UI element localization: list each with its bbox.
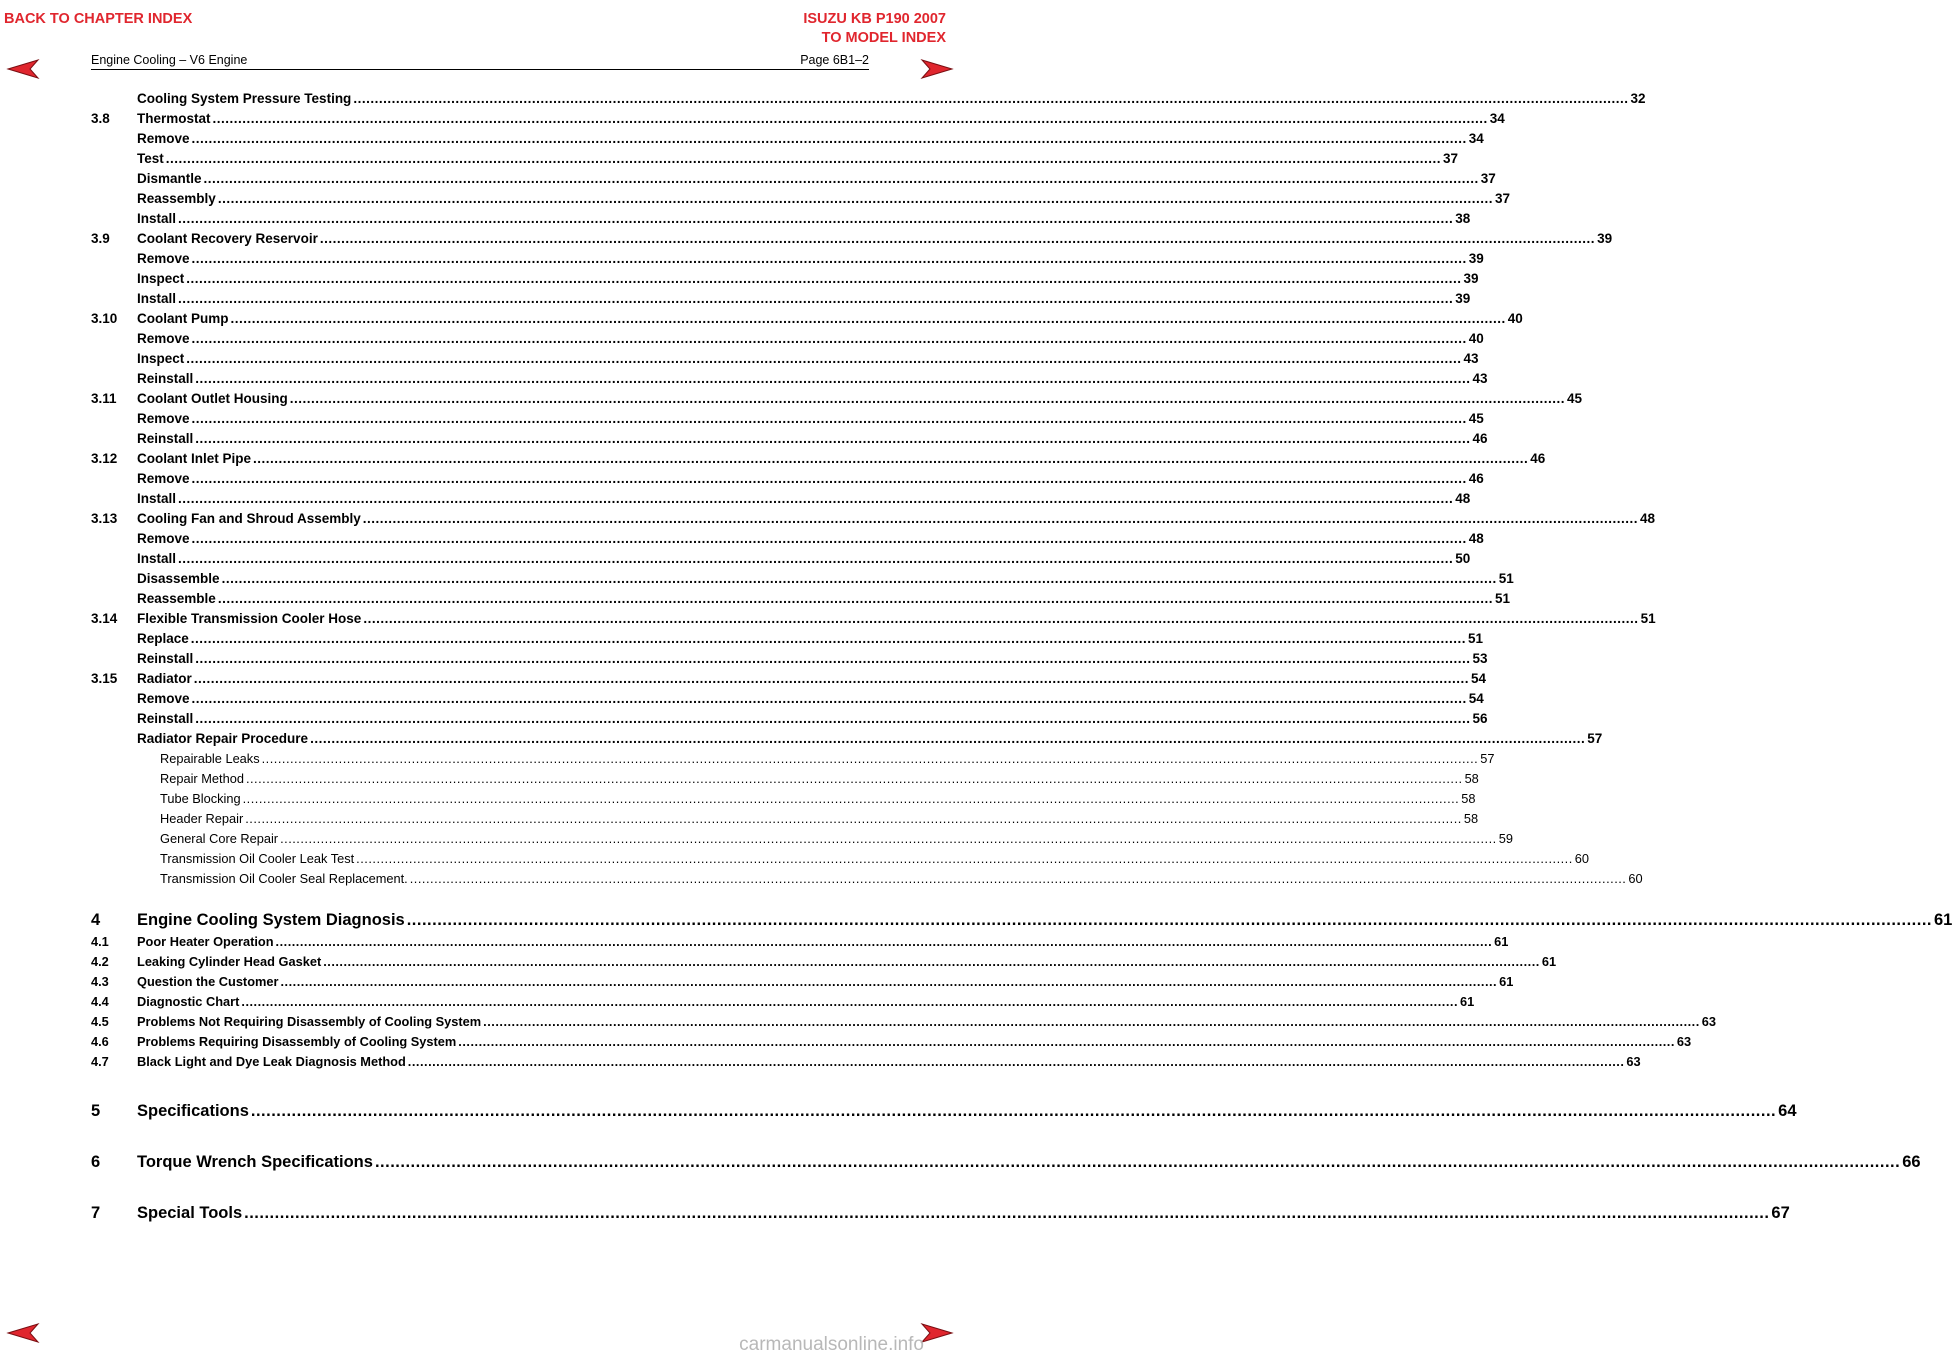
toc-chapter-entry[interactable] [91,908,1952,932]
toc-entry-page: 34 [1489,111,1505,126]
toc-entry-page: 39 [1468,251,1484,266]
toc-entry[interactable] [91,269,1479,289]
toc-entry[interactable] [91,329,1484,349]
toc-entry-title: Remove [137,411,190,426]
toc-entry-page: 60 [1574,851,1590,866]
toc-dot-leader: ............................................................................................................................................................................................................................................................................................................ [217,591,1494,606]
toc-entry[interactable] [91,829,1513,849]
toc-entry-title: Disassemble [137,571,220,586]
toc-dot-leader: ............................................................................................................................................................................................................................................................................................................ [191,691,1467,706]
toc-entry-title: Engine Cooling System Diagnosis [137,911,405,929]
toc-entry-title: Remove [137,691,190,706]
toc-entry-title: Reinstall [137,371,194,386]
toc-entry[interactable] [91,169,1496,189]
toc-entry-title: Leaking Cylinder Head Gasket [137,954,322,969]
toc-entry-title: Replace [137,631,189,646]
toc-entry[interactable] [91,309,1523,329]
toc-dot-leader: ............................................................................................................................................................................................................................................................................................................ [244,1204,1770,1222]
toc-dot-leader: ............................................................................................................................................................................................................................................................................................................ [191,251,1467,266]
toc-entry[interactable] [91,189,1511,209]
toc-entry-title: Black Light and Dye Leak Diagnosis Method [137,1054,406,1069]
toc-entry-page: 39 [1463,271,1479,286]
toc-entry-page: 66 [1902,1153,1921,1171]
toc-entry-page: 53 [1472,651,1488,666]
toc-dot-leader: ............................................................................................................................................................................................................................................................................................................ [217,191,1494,206]
toc-entry-title: Question the Customer [137,974,279,989]
toc-entry-number: 6 [91,1153,101,1171]
toc-entry-number: 3.11 [91,391,117,406]
toc-entry-page: 34 [1468,131,1484,146]
toc-entry-page: 63 [1701,1014,1717,1029]
toc-entry-title: Reinstall [137,651,194,666]
toc-entry-title: Reinstall [137,711,194,726]
header-divider [91,69,869,70]
toc-entry-page: 32 [1630,91,1646,106]
toc-entry-number: 4.2 [91,954,109,969]
toc-dot-leader: ............................................................................................................................................................................................................................................................................................................ [280,831,1497,846]
toc-dot-leader: ............................................................................................................................................................................................................................................................................................................ [245,771,1463,786]
toc-dot-leader: ............................................................................................................................................................................................................................................................................................................ [241,994,1459,1009]
toc-entry-page: 37 [1443,151,1459,166]
toc-entry[interactable] [91,649,1488,669]
toc-entry-page: 39 [1455,291,1471,306]
toc-entry-page: 51 [1468,631,1484,646]
toc-entry[interactable] [91,369,1488,389]
toc-entry-number: 3.8 [91,111,110,126]
toc-entry[interactable] [91,349,1479,369]
toc-entry[interactable] [91,549,1471,569]
toc-dot-leader: ............................................................................................................................................................................................................................................................................................................ [191,131,1467,146]
toc-entry-title: Reinstall [137,431,194,446]
toc-dot-leader: ............................................................................................................................................................................................................................................................................................................ [221,571,1497,586]
toc-entry-number: 4.1 [91,934,109,949]
toc-entry-page: 61 [1934,911,1952,929]
toc-entry[interactable] [91,529,1484,549]
toc-entry[interactable] [91,932,1509,952]
toc-dot-leader: ............................................................................................................................................................................................................................................................................................................ [289,391,1565,406]
toc-entry-title: Flexible Transmission Cooler Hose [137,611,362,626]
toc-entry-page: 57 [1480,751,1495,766]
toc-entry-title: Special Tools [137,1204,243,1222]
toc-dot-leader: ............................................................................................................................................................................................................................................................................................................ [275,934,1493,949]
toc-entry-page: 54 [1471,671,1487,686]
toc-entry-page: 57 [1587,731,1603,746]
toc-entry-page: 37 [1480,171,1496,186]
toc-entry-page: 63 [1626,1054,1641,1069]
toc-entry[interactable] [91,609,1656,629]
toc-dot-leader: ............................................................................................................................................................................................................................................................................................................ [310,731,1586,746]
toc-entry-number: 4.4 [91,994,109,1009]
toc-entry[interactable] [91,1052,1641,1072]
toc-entry-page: 51 [1495,591,1511,606]
toc-entry-number: 4 [91,911,101,929]
toc-dot-leader: ............................................................................................................................................................................................................................................................................................................ [190,631,1467,646]
toc-dot-leader: ............................................................................................................................................................................................................................................................................................................ [406,911,1932,929]
toc-dot-leader: ............................................................................................................................................................................................................................................................................................................ [458,1034,1675,1049]
toc-dot-leader: ............................................................................................................................................................................................................................................................................................................ [261,751,1479,766]
toc-entry[interactable] [91,89,1646,109]
toc-entry-title: Coolant Inlet Pipe [137,451,252,466]
toc-section-3-continued [91,89,1656,889]
toc-dot-leader: ............................................................................................................................................................................................................................................................................................................ [195,711,1471,726]
toc-entry-title: Coolant Recovery Reservoir [137,231,318,246]
toc-dot-leader: ............................................................................................................................................................................................................................................................................................................ [178,211,1454,226]
toc-entry[interactable] [91,469,1484,489]
toc-entry-title: Cooling Fan and Shroud Assembly [137,511,361,526]
toc-entry-page: 46 [1472,431,1488,446]
toc-dot-leader: ............................................................................................................................................................................................................................................................................................................ [242,791,1460,806]
toc-section-7 [91,1201,1790,1225]
next-page-arrow-icon[interactable] [920,1322,954,1344]
toc-entry-title: Inspect [137,351,185,366]
toc-entry[interactable] [91,849,1590,869]
toc-entry-number: 3.14 [91,611,118,626]
table-of-contents [91,89,1952,1225]
toc-entry[interactable] [91,589,1511,609]
toc-entry-title: Reassemble [137,591,216,606]
document-title: Engine Cooling – V6 Engine [91,53,248,67]
toc-entry[interactable] [91,389,1583,409]
toc-entry-title: Dismantle [137,171,202,186]
toc-entry-number: 3.15 [91,671,118,686]
toc-entry[interactable] [91,1032,1692,1052]
toc-entry[interactable] [91,869,1643,889]
toc-entry[interactable] [91,489,1471,509]
toc-entry[interactable] [91,789,1476,809]
toc-dot-leader: ............................................................................................................................................................................................................................................................................................................ [353,91,1629,106]
toc-dot-leader: ............................................................................................................................................................................................................................................................................................................ [323,954,1540,969]
next-page-arrow-icon[interactable] [920,58,954,80]
toc-entry-page: 61 [1541,954,1557,969]
toc-entry-number: 5 [91,1102,101,1120]
toc-entry[interactable] [91,629,1484,649]
toc-entry[interactable] [91,749,1495,769]
watermark: carmanualsonline.info [739,1334,924,1355]
toc-entry-page: 51 [1640,611,1656,626]
toc-entry-page: 43 [1472,371,1488,386]
toc-entry[interactable] [91,709,1488,729]
toc-dot-leader: ............................................................................................................................................................................................................................................................................................................ [319,231,1596,246]
model-name-link[interactable]: ISUZU KB P190 2007 [803,11,946,27]
toc-entry-title: Remove [137,251,190,266]
toc-entry-title: Specifications [137,1102,249,1120]
toc-entry-page: 60 [1628,871,1643,886]
toc-dot-leader: ............................................................................................................................................................................................................................................................................................................ [245,811,1462,826]
toc-dot-leader: ............................................................................................................................................................................................................................................................................................................ [407,1054,1625,1069]
toc-entry-title: Header Repair [160,811,244,826]
toc-entry-title: Test [137,151,164,166]
toc-entry[interactable] [91,669,1487,689]
toc-dot-leader: ............................................................................................................................................................................................................................................................................................................ [195,651,1471,666]
toc-entry-number: 3.12 [91,451,118,466]
toc-dot-leader: ............................................................................................................................................................................................................................................................................................................ [186,351,1462,366]
toc-entry-title: Remove [137,131,190,146]
toc-entry-title: Torque Wrench Specifications [137,1153,373,1171]
toc-entry-number: 7 [91,1204,101,1222]
toc-entry[interactable] [91,689,1484,709]
toc-entry-page: 46 [1468,471,1484,486]
toc-entry-title: Diagnostic Chart [137,994,240,1009]
toc-section-4 [91,908,1952,932]
toc-entry-page: 58 [1463,811,1479,826]
toc-entry-title: Repairable Leaks [160,751,260,766]
toc-entry[interactable] [91,729,1603,749]
toc-entry-title: Install [137,291,177,306]
toc-entry-page: 48 [1455,491,1471,506]
toc-entry-number: 3.13 [91,511,118,526]
toc-entry[interactable] [91,429,1488,449]
toc-entry-page: 45 [1468,411,1484,426]
toc-entry-page: 56 [1472,711,1488,726]
toc-entry-title: Problems Requiring Disassembly of Cooling System [137,1034,457,1049]
toc-dot-leader: ............................................................................................................................................................................................................................................................................................................ [280,974,1498,989]
toc-dot-leader: ............................................................................................................................................................................................................................................................................................................ [203,171,1479,186]
toc-section-5 [91,1099,1797,1123]
toc-entry-page: 38 [1455,211,1471,226]
toc-entry[interactable] [91,409,1484,429]
toc-dot-leader: ............................................................................................................................................................................................................................................................................................................ [178,551,1454,566]
toc-entry-title: Install [137,211,177,226]
toc-entry-title: Remove [137,331,190,346]
toc-entry-number: 3.10 [91,311,118,326]
toc-entry-title: Cooling System Pressure Testing [137,91,352,106]
toc-dot-leader: ............................................................................................................................................................................................................................................................................................................ [195,431,1471,446]
toc-entry-title: Reassembly [137,191,216,206]
toc-entry-title: Coolant Outlet Housing [137,391,288,406]
toc-entry-number: 4.6 [91,1034,109,1049]
toc-entry-title: Coolant Pump [137,311,229,326]
toc-dot-leader: ............................................................................................................................................................................................................................................................................................................ [186,271,1462,286]
toc-entry-title: Remove [137,471,190,486]
toc-entry-page: 40 [1507,311,1523,326]
toc-entry[interactable] [91,972,1514,992]
toc-entry-title: General Core Repair [160,831,279,846]
toc-entry-title: Poor Heater Operation [137,934,274,949]
toc-entry[interactable] [91,952,1557,972]
toc-entry-page: 37 [1495,191,1511,206]
toc-dot-leader: ............................................................................................................................................................................................................................................................................................................ [191,411,1467,426]
toc-entry-page: 39 [1597,231,1613,246]
toc-dot-leader: ............................................................................................................................................................................................................................................................................................................ [230,311,1506,326]
toc-entry-page: 63 [1676,1034,1692,1049]
toc-entry[interactable] [91,809,1479,829]
toc-entry-title: Problems Not Requiring Disassembly of Cooling System [137,1014,482,1029]
toc-entry-page: 51 [1498,571,1514,586]
toc-entry[interactable] [91,289,1471,309]
toc-entry-title: Repair Method [160,771,244,786]
toc-dot-leader: ............................................................................................................................................................................................................................................................................................................ [212,111,1488,126]
page-number: Page 6B1–2 [800,53,869,67]
toc-entry-page: 61 [1494,934,1509,949]
toc-entry-page: 46 [1530,451,1546,466]
toc-entry-title: Transmission Oil Cooler Leak Test [160,851,355,866]
toc-entry-page: 64 [1778,1102,1797,1120]
toc-entry-page: 45 [1566,391,1583,406]
toc-entry-number: 4.5 [91,1014,109,1029]
toc-dot-leader: ............................................................................................................................................................................................................................................................................................................ [178,291,1454,306]
toc-entry[interactable] [91,209,1471,229]
toc-entry-page: 40 [1468,331,1484,346]
toc-dot-leader: ............................................................................................................................................................................................................................................................................................................ [409,871,1627,886]
toc-dot-leader: ............................................................................................................................................................................................................................................................................................................ [363,611,1639,626]
toc-chapter-entry[interactable] [91,1201,1790,1225]
toc-dot-leader: ............................................................................................................................................................................................................................................................................................................ [193,671,1469,686]
toc-entry[interactable] [91,1012,1717,1032]
toc-entry-title: Remove [137,531,190,546]
toc-entry[interactable] [91,509,1656,529]
toc-dot-leader: ............................................................................................................................................................................................................................................................................................................ [356,851,1573,866]
toc-entry-title: Install [137,551,177,566]
toc-entry-page: 58 [1461,791,1476,806]
toc-entry[interactable] [91,249,1484,269]
toc-chapter-entry[interactable] [91,1099,1797,1123]
toc-entry[interactable] [91,992,1475,1012]
toc-entry[interactable] [91,109,1505,129]
toc-entry-page: 48 [1640,511,1656,526]
toc-entry-page: 61 [1499,974,1514,989]
toc-entry[interactable] [91,149,1459,169]
toc-entry-title: Inspect [137,271,185,286]
toc-entry-page: 67 [1771,1204,1790,1222]
toc-entry-title: Thermostat [137,111,211,126]
toc-dot-leader: ............................................................................................................................................................................................................................................................................................................ [195,371,1471,386]
toc-dot-leader: ............................................................................................................................................................................................................................................................................................................ [191,331,1467,346]
toc-dot-leader: ............................................................................................................................................................................................................................................................................................................ [191,531,1467,546]
toc-section-4-items [91,932,1717,1072]
toc-entry-title: Radiator [137,671,192,686]
toc-entry-page: 50 [1455,551,1471,566]
toc-dot-leader: ............................................................................................................................................................................................................................................................................................................ [191,471,1467,486]
toc-entry-number: 4.3 [91,974,109,989]
toc-dot-leader: ............................................................................................................................................................................................................................................................................................................ [165,151,1441,166]
toc-chapter-entry[interactable] [91,1150,1921,1174]
toc-entry[interactable] [91,449,1546,469]
toc-entry-page: 43 [1463,351,1479,366]
toc-dot-leader: ............................................................................................................................................................................................................................................................................................................ [178,491,1454,506]
toc-entry-page: 58 [1464,771,1479,786]
to-model-index-link[interactable]: TO MODEL INDEX [821,30,946,46]
toc-entry-number: 3.9 [91,231,110,246]
previous-page-arrow-icon[interactable] [6,1322,40,1344]
toc-dot-leader: ............................................................................................................................................................................................................................................................................................................ [374,1153,1901,1171]
toc-dot-leader: ............................................................................................................................................................................................................................................................................................................ [362,511,1638,526]
toc-dot-leader: ............................................................................................................................................................................................................................................................................................................ [483,1014,1700,1029]
toc-dot-leader: ............................................................................................................................................................................................................................................................................................................ [250,1102,1777,1120]
toc-dot-leader: ............................................................................................................................................................................................................................................................................................................ [253,451,1529,466]
toc-entry-page: 54 [1468,691,1484,706]
toc-entry-title: Install [137,491,177,506]
toc-entry-title: Tube Blocking [160,791,241,806]
toc-entry[interactable] [91,229,1613,249]
previous-page-arrow-icon[interactable] [6,58,40,80]
back-to-chapter-index-link[interactable]: BACK TO CHAPTER INDEX [4,11,193,27]
toc-entry[interactable] [91,569,1514,589]
toc-entry-title: Radiator Repair Procedure [137,731,309,746]
toc-entry-page: 61 [1460,994,1475,1009]
toc-entry[interactable] [91,129,1484,149]
toc-entry-page: 59 [1498,831,1513,846]
toc-entry-number: 4.7 [91,1054,109,1069]
toc-section-6 [91,1150,1921,1174]
toc-entry[interactable] [91,769,1479,789]
toc-entry-page: 48 [1468,531,1484,546]
toc-entry-title: Transmission Oil Cooler Seal Replacement. [160,871,408,886]
